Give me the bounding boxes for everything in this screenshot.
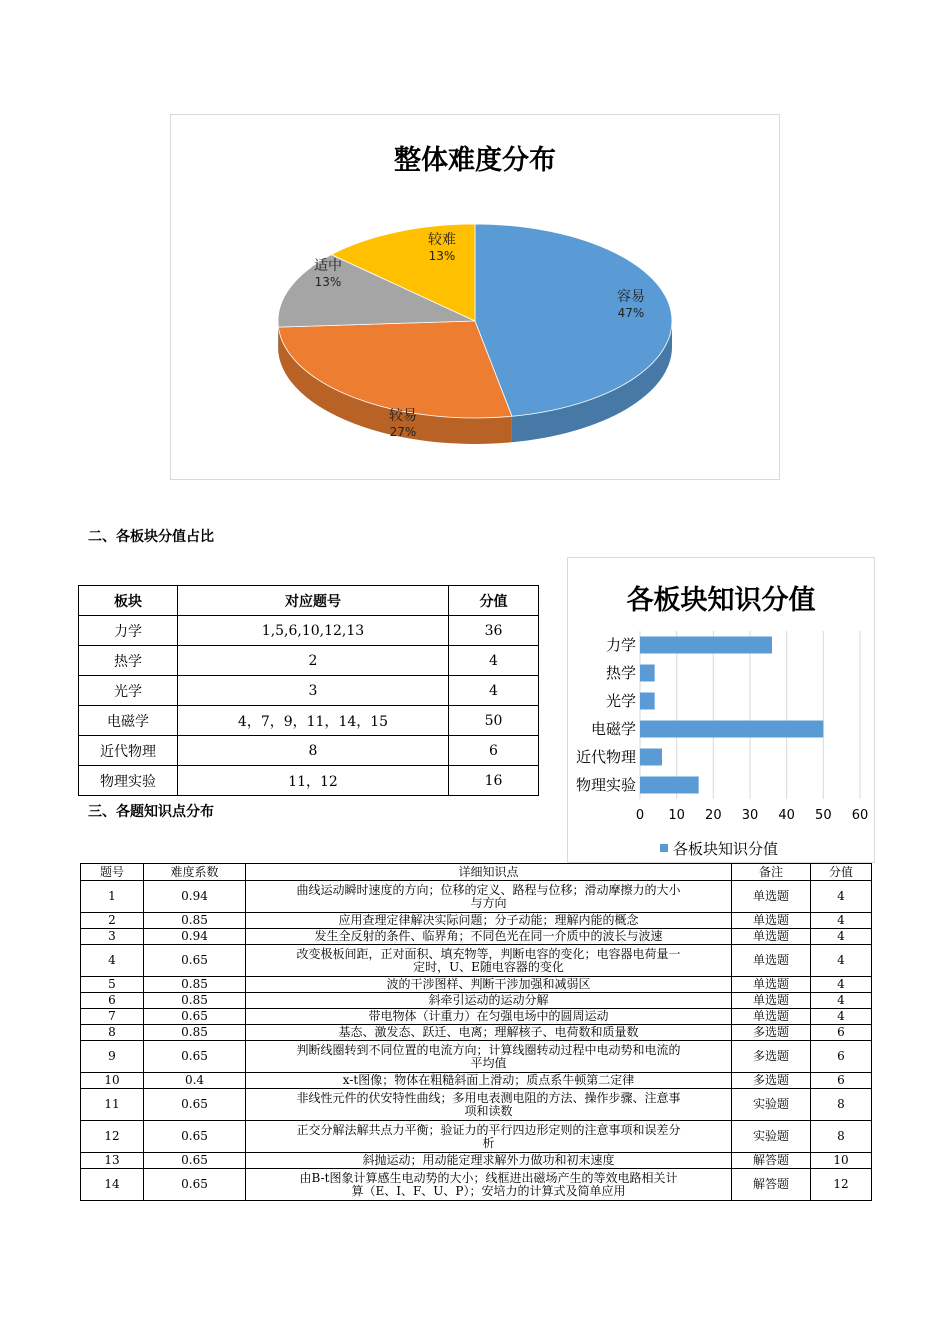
difficulty-value: 0.85 <box>144 993 246 1009</box>
table-row <box>81 993 872 1009</box>
score-value: 4 <box>811 993 872 1009</box>
pie-slice-percent: 27% <box>389 425 417 439</box>
question-type: 实验题 <box>732 1089 811 1121</box>
header-score: 分值 <box>449 586 539 616</box>
question-no: 12 <box>81 1121 144 1153</box>
question-type: 解答题 <box>732 1169 811 1201</box>
difficulty-value: 0.4 <box>144 1073 246 1089</box>
table-row <box>81 1121 872 1153</box>
question-type: 单选题 <box>732 993 811 1009</box>
knowledge-points <box>246 1121 732 1153</box>
difficulty-value: 0.85 <box>144 1025 246 1041</box>
knowledge-line: 算（E、I、F、U、P）；安培力的计算式及简单应用 <box>351 1183 626 1198</box>
header-knowledge-points: 详细知识点 <box>246 864 732 881</box>
score-value: 16 <box>449 766 539 796</box>
block-name: 物理实验 <box>79 766 178 796</box>
block-name: 近代物理 <box>79 736 178 766</box>
header-difficulty: 难度系数 <box>144 864 246 881</box>
question-no: 11 <box>81 1089 144 1121</box>
knowledge-line: 平均值 <box>470 1055 507 1070</box>
question-numbers: 2 <box>178 646 449 676</box>
question-no: 7 <box>81 1009 144 1025</box>
x-tick-label: 0 <box>635 808 645 823</box>
pie-slice-percent: 13% <box>314 275 342 289</box>
knowledge-points <box>246 945 732 977</box>
question-knowledge-table <box>80 863 872 1201</box>
knowledge-points <box>246 977 732 993</box>
question-type: 单选题 <box>732 881 811 913</box>
header-note: 备注 <box>732 864 811 881</box>
knowledge-line: 判断线圈转到不同位置的电流方向；计算线圈转动过程中电动势和电流的 <box>296 1042 681 1057</box>
x-tick-label: 30 <box>741 808 759 823</box>
score-value: 8 <box>811 1089 872 1121</box>
table-row <box>81 1169 872 1201</box>
table-row <box>79 706 539 736</box>
knowledge-line: 定时，U、E随电容器的变化 <box>413 959 564 974</box>
table-row <box>81 881 872 913</box>
question-numbers: 3 <box>178 676 449 706</box>
legend-label: 各板块知识分值 <box>673 840 779 858</box>
pie-slice <box>278 321 512 418</box>
pie-chart <box>171 115 779 479</box>
bar-chart <box>568 558 874 862</box>
header-question-no: 题号 <box>81 864 144 881</box>
difficulty-value: 0.94 <box>144 881 246 913</box>
score-value: 4 <box>811 913 872 929</box>
knowledge-line: 析 <box>482 1135 495 1150</box>
question-no: 14 <box>81 1169 144 1201</box>
difficulty-value: 0.65 <box>144 945 246 977</box>
category-label: 电磁学 <box>590 720 636 738</box>
table-row <box>81 1153 872 1169</box>
category-label: 近代物理 <box>575 748 636 766</box>
table-row <box>81 945 872 977</box>
bar-chart-title: 各板块知识分值 <box>626 585 816 616</box>
difficulty-value: 0.65 <box>144 1121 246 1153</box>
knowledge-line: 非线性元件的伏安特性曲线；多用电表测电阻的方法、操作步骤、注意事 <box>296 1090 681 1105</box>
knowledge-points <box>246 1041 732 1073</box>
score-value: 6 <box>449 736 539 766</box>
question-no: 8 <box>81 1025 144 1041</box>
table-row <box>81 929 872 945</box>
x-tick-label: 10 <box>668 808 685 823</box>
section-2-heading: 二、各板块分值占比 <box>88 529 214 545</box>
knowledge-line: 正交分解法解共点力平衡；验证力的平行四边形定则的注意事项和误差分 <box>296 1122 681 1137</box>
category-label: 热学 <box>605 664 636 682</box>
category-label: 光学 <box>605 692 636 710</box>
question-no: 10 <box>81 1073 144 1089</box>
score-value: 10 <box>811 1153 872 1169</box>
header-score: 分值 <box>811 864 872 881</box>
knowledge-line: 斜牵引运动的运动分解 <box>428 993 549 1007</box>
table-row <box>81 1073 872 1089</box>
table-header-row <box>79 586 539 616</box>
table-row <box>79 736 539 766</box>
knowledge-points <box>246 1169 732 1201</box>
knowledge-points <box>246 1073 732 1089</box>
score-value: 50 <box>449 706 539 736</box>
block-name: 力学 <box>79 616 178 646</box>
table-row <box>81 1009 872 1025</box>
table-header-row <box>81 864 872 881</box>
question-numbers: 8 <box>178 736 449 766</box>
knowledge-points <box>246 881 732 913</box>
bar <box>640 721 823 738</box>
table-row <box>81 1025 872 1041</box>
question-numbers: 4，7，9，11，14，15 <box>178 706 449 736</box>
table-row <box>81 913 872 929</box>
score-value: 6 <box>811 1041 872 1073</box>
question-no: 6 <box>81 993 144 1009</box>
score-value: 6 <box>811 1025 872 1041</box>
knowledge-line: 应用查理定律解决实际问题；分子动能；理解内能的概念 <box>338 913 639 927</box>
knowledge-line: 波的干涉图样、判断干涉加强和减弱区 <box>386 977 591 991</box>
question-type: 多选题 <box>732 1025 811 1041</box>
difficulty-value: 0.65 <box>144 1089 246 1121</box>
knowledge-line: x-t图像；物体在粗糙斜面上滑动；质点系牛顿第二定律 <box>342 1073 635 1087</box>
category-label: 物理实验 <box>575 776 636 794</box>
question-no: 9 <box>81 1041 144 1073</box>
question-type: 多选题 <box>732 1041 811 1073</box>
score-value: 4 <box>811 929 872 945</box>
question-no: 4 <box>81 945 144 977</box>
block-name: 光学 <box>79 676 178 706</box>
question-type: 多选题 <box>732 1073 811 1089</box>
knowledge-line: 带电物体（计重力）在匀强电场中的圆周运动 <box>368 1009 609 1023</box>
difficulty-value: 0.65 <box>144 1169 246 1201</box>
header-block: 板块 <box>79 586 178 616</box>
question-type: 单选题 <box>732 977 811 993</box>
knowledge-line: 基态、激发态、跃迁、电离；理解核子、电荷数和质量数 <box>338 1025 639 1039</box>
pie-slice-label: 适中 <box>314 258 342 274</box>
pie-chart-frame <box>170 114 780 480</box>
table-row <box>79 676 539 706</box>
pie-slice-label: 较难 <box>428 232 456 248</box>
score-value: 4 <box>811 1009 872 1025</box>
x-tick-label: 20 <box>705 808 722 823</box>
x-tick-label: 60 <box>851 808 869 823</box>
table-row <box>79 766 539 796</box>
table-row <box>81 1041 872 1073</box>
table-row <box>81 1089 872 1121</box>
x-tick-label: 50 <box>815 808 832 823</box>
question-type: 实验题 <box>732 1121 811 1153</box>
difficulty-value: 0.65 <box>144 1153 246 1169</box>
knowledge-points <box>246 1025 732 1041</box>
score-value: 4 <box>449 676 539 706</box>
score-value: 36 <box>449 616 539 646</box>
knowledge-line: 与方向 <box>470 895 507 910</box>
knowledge-points <box>246 1089 732 1121</box>
score-value: 4 <box>811 945 872 977</box>
bar <box>640 665 655 682</box>
question-no: 13 <box>81 1153 144 1169</box>
pie-chart-title: 整体难度分布 <box>394 145 556 176</box>
difficulty-value: 0.85 <box>144 913 246 929</box>
difficulty-value: 0.94 <box>144 929 246 945</box>
bar <box>640 637 772 654</box>
x-tick-label: 40 <box>778 808 795 823</box>
score-value: 6 <box>811 1073 872 1089</box>
table-row <box>79 646 539 676</box>
legend-swatch <box>660 844 668 852</box>
block-score-table <box>78 585 539 796</box>
question-no: 2 <box>81 913 144 929</box>
pie-slice-percent: 13% <box>428 249 456 263</box>
score-value: 4 <box>811 977 872 993</box>
category-label: 力学 <box>605 636 636 654</box>
question-numbers: 11，12 <box>178 766 449 796</box>
bar-chart-frame <box>567 557 875 863</box>
question-type: 解答题 <box>732 1153 811 1169</box>
question-no: 5 <box>81 977 144 993</box>
question-type: 单选题 <box>732 945 811 977</box>
knowledge-points <box>246 1009 732 1025</box>
knowledge-points <box>246 1153 732 1169</box>
knowledge-line: 改变极板间距，正对面积、填充物等，判断电容的变化；电容器电荷量一 <box>296 946 681 961</box>
question-type: 单选题 <box>732 1009 811 1025</box>
header-question-numbers: 对应题号 <box>178 586 449 616</box>
pie-slice-percent: 47% <box>617 306 645 320</box>
section-3-heading: 三、各题知识点分布 <box>88 804 214 820</box>
knowledge-points <box>246 929 732 945</box>
knowledge-points <box>246 993 732 1009</box>
question-numbers: 1,5,6,10,12,13 <box>178 616 449 646</box>
difficulty-value: 0.65 <box>144 1041 246 1073</box>
knowledge-line: 发生全反射的条件、临界角；不同色光在同一介质中的波长与波速 <box>314 929 663 943</box>
pie-slice-label: 较易 <box>389 408 417 424</box>
question-no: 1 <box>81 881 144 913</box>
table-row <box>79 616 539 646</box>
question-type: 单选题 <box>732 913 811 929</box>
pie-slice-label: 容易 <box>617 289 645 305</box>
score-value: 4 <box>811 881 872 913</box>
bar <box>640 749 662 766</box>
difficulty-value: 0.65 <box>144 1009 246 1025</box>
bar <box>640 693 655 710</box>
knowledge-points <box>246 913 732 929</box>
knowledge-line: 斜抛运动；用动能定理求解外力做功和初末速度 <box>362 1153 615 1167</box>
question-no: 3 <box>81 929 144 945</box>
knowledge-line: 由B-t图象计算感生电动势的大小；线框进出磁场产生的等效电路相关计 <box>299 1170 678 1185</box>
table-row <box>81 977 872 993</box>
knowledge-line: 项和读数 <box>464 1103 513 1118</box>
block-name: 热学 <box>79 646 178 676</box>
knowledge-line: 曲线运动瞬时速度的方向；位移的定义、路程与位移；滑动摩擦力的大小 <box>296 882 681 897</box>
difficulty-value: 0.85 <box>144 977 246 993</box>
score-value: 12 <box>811 1169 872 1201</box>
block-name: 电磁学 <box>79 706 178 736</box>
score-value: 4 <box>449 646 539 676</box>
question-type: 单选题 <box>732 929 811 945</box>
bar <box>640 777 699 794</box>
score-value: 8 <box>811 1121 872 1153</box>
